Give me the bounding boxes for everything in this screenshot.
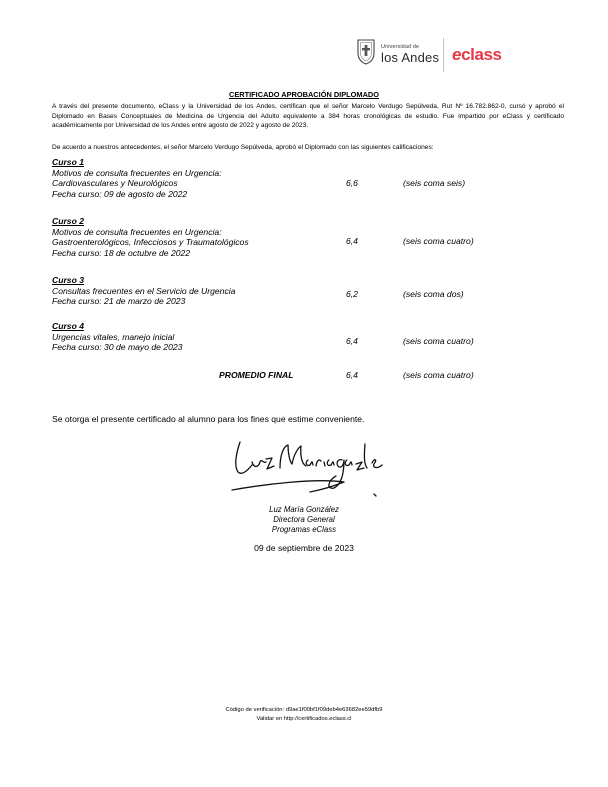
course-2-grade: 6,4 xyxy=(346,236,358,246)
signatory-role: Directora General xyxy=(273,515,335,524)
course-3-grade-words: (seis coma dos) xyxy=(403,289,464,299)
course-heading: Curso 2 xyxy=(52,216,84,226)
university-seal-icon xyxy=(356,38,376,65)
course-line: Gastroenterológicos, Infecciosos y Traumatológicos xyxy=(52,237,249,248)
closing-statement: Se otorga el presente certificado al alumno para los fines que estime conveniente. xyxy=(52,414,365,424)
university-name: los Andes xyxy=(381,50,440,65)
course-line: Consultas frecuentes en el Servicio de Urgencia xyxy=(52,285,236,296)
logo-divider xyxy=(443,38,444,72)
eclass-logo: eclass xyxy=(452,45,502,64)
course-4-block xyxy=(52,321,352,353)
grades-intro-paragraph: De acuerdo a nuestros antecedentes, el señor Marcelo Verdugo Sepúlveda, aprobó el Diplomado con las siguientes calificaciones: xyxy=(52,144,434,151)
course-heading: Curso 3 xyxy=(52,275,84,285)
validation-link[interactable]: Validar en http://certificados.eclass.cl xyxy=(256,716,352,722)
course-1-block xyxy=(52,157,352,199)
course-heading: Curso 1 xyxy=(52,157,84,167)
signatory-name: Luz María González xyxy=(269,505,339,514)
final-average-grade: 6,4 xyxy=(346,370,358,380)
course-heading: Curso 4 xyxy=(52,321,84,331)
course-1-grade: 6,6 xyxy=(346,178,358,188)
course-2-grade-words: (seis coma cuatro) xyxy=(403,236,474,246)
university-label-small: Universidad de xyxy=(381,44,420,50)
course-4-grade-words: (seis coma cuatro) xyxy=(403,336,474,346)
eclass-logo-e: e xyxy=(452,45,462,64)
course-line: Motivos de consulta frecuentes en Urgencia: xyxy=(52,167,222,178)
course-line: Fecha curso: 09 de agosto de 2022 xyxy=(52,188,188,199)
course-line: Cardiovasculares y Neurológicos xyxy=(52,178,178,189)
handwritten-signature xyxy=(226,432,386,504)
course-1-grade-words: (seis coma seis) xyxy=(403,178,466,188)
final-average-label: PROMEDIO FINAL xyxy=(219,370,294,380)
issue-date: 09 de septiembre de 2023 xyxy=(254,543,354,553)
course-3-grade: 6,2 xyxy=(346,289,358,299)
intro-paragraph: A través del presente documento, eClass y la Universidad de los Andes, certifican que el señor Marcelo Verdugo Sepúlveda, Rut Nº 16.782.862-0, cursó y aprobó el Diplomado en Bases Conceptuales de Medicina de Urgencia del Adulto equivalente a 384 horas cronológicas de estudio. Fue impartido por eClass y certificado académicamente por Universidad de los Andes entre agosto de 2022 y agosto de 2023. xyxy=(52,103,564,130)
course-2-block xyxy=(52,216,352,258)
certificate-title: CERTIFICADO APROBACIÓN DIPLOMADO xyxy=(229,90,379,99)
signatory-organization: Programas eClass xyxy=(271,525,337,534)
course-line: Motivos de consulta frecuentes en Urgencia: xyxy=(52,226,222,237)
verification-code: Código de verificación: d9ae1f00bf1f09deb4e63682ee59dfb9 xyxy=(225,707,383,713)
course-line: Fecha curso: 30 de mayo de 2023 xyxy=(52,342,183,353)
course-line: Fecha curso: 18 de octubre de 2022 xyxy=(52,247,191,258)
course-line: Urgencias vitales, manejo inicial xyxy=(52,331,175,342)
course-4-grade: 6,4 xyxy=(346,336,358,346)
final-average-grade-words: (seis coma cuatro) xyxy=(403,370,474,380)
course-line: Fecha curso: 21 de marzo de 2023 xyxy=(52,296,186,307)
course-3-block xyxy=(52,275,352,307)
